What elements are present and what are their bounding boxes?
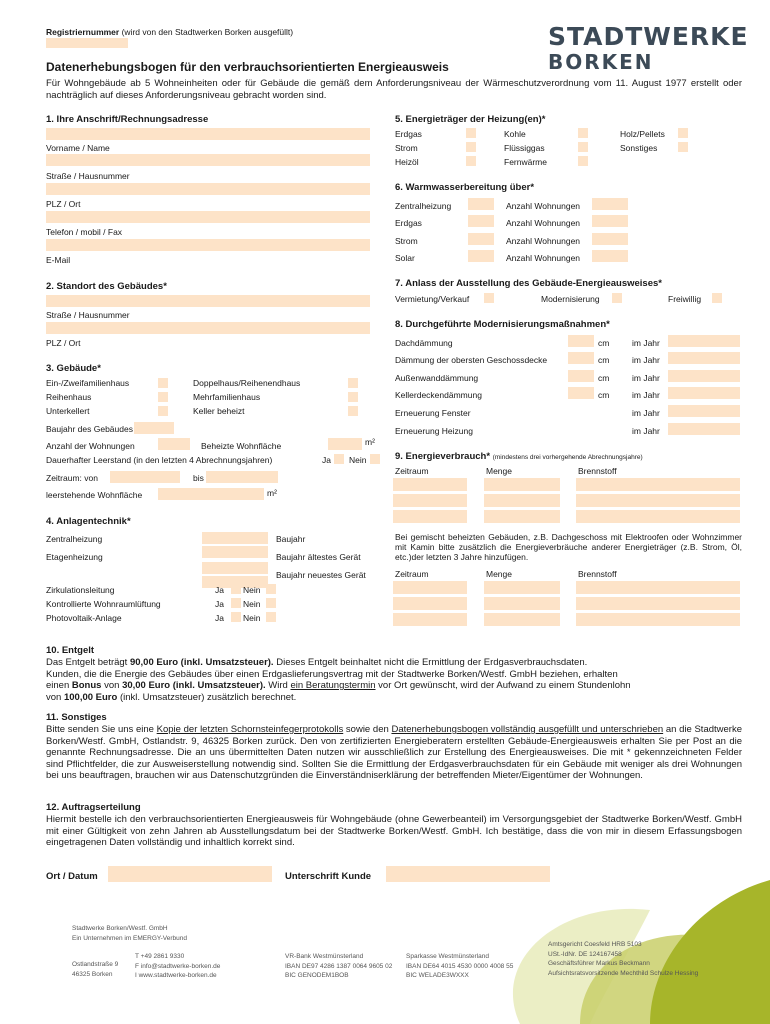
mod-dach-cm-field[interactable] bbox=[568, 335, 594, 347]
section-4-title: 4. Anlagentechnik* bbox=[46, 516, 131, 527]
ev-row1-zeitraum[interactable] bbox=[393, 478, 467, 491]
lueft-nein-checkbox[interactable] bbox=[266, 598, 276, 608]
zirk-nein: Nein bbox=[243, 585, 261, 595]
mod-aussenwand-jahr-field[interactable] bbox=[668, 370, 740, 382]
ww-strom: Strom bbox=[395, 236, 418, 246]
mod-fenster-jahr-field[interactable] bbox=[668, 405, 740, 417]
lueft-ja: Ja bbox=[215, 599, 224, 609]
anlass-freiwillig: Freiwillig bbox=[668, 294, 702, 304]
energy-kohle-checkbox[interactable] bbox=[578, 128, 588, 138]
mod-kellerdecke-jahr-field[interactable] bbox=[668, 387, 740, 399]
email-field[interactable] bbox=[46, 239, 370, 251]
footer-legal: Amtsgericht Coesfeld HRB 5103 USt.-IdNr. DE 124167458 Geschäftsführer Markus Beckmann Aufsichtsratsvorsitzende Mechthild Schulze Hessing bbox=[548, 941, 699, 977]
section-11-title: 11. Sonstiges bbox=[46, 712, 107, 723]
ev2-row3-brennstoff[interactable] bbox=[576, 613, 740, 626]
ev2-row3-menge[interactable] bbox=[484, 613, 560, 626]
anlass-modernisierung-checkbox[interactable] bbox=[612, 293, 622, 303]
section-10-title: 10. Entgelt bbox=[46, 645, 95, 656]
entgelt-text: Das Entgelt beträgt 90,00 Euro (inkl. Umsatzsteuer). Dieses Entgelt beinhaltet nicht die Ermittlung der Erdgasverbrauchsdaten. Kunden, die die Energie des Gebäudes über einen Erdgaslieferungsvertrag mit der Stadtwerke Borken/Westf. GmbH beziehen, erhalten einen Bonus von 30,00 Euro (inkl. Umsatzsteuer). Wird ein Beratungstermin vor Ort gewünscht, wird der Aufwand zu einem Stundenlohn von 100,00 Euro (inkl. Umsatzsteuer) zusätzlich berechnet. bbox=[46, 657, 631, 703]
footer-bank-sparkasse: Sparkasse Westmünsterland IBAN DE64 4015 4530 0000 4008 55 BIC WELADE3WXXX bbox=[406, 953, 514, 979]
ev-note: Bei gemischt beheizten Gebäuden, z.B. Dachgeschoss mit Elektroofen oder Wohnzimmer mit Kamin bitte zusätzlich die Energieverbräuche anderer Energieträger (z.B. Strom, Öl, etc.)der letzten 3 Jahre hinzufügen. bbox=[395, 532, 742, 562]
checkbox-mfh[interactable] bbox=[348, 392, 358, 402]
ev-row2-zeitraum[interactable] bbox=[393, 494, 467, 507]
mod-dach-cm: cm bbox=[598, 338, 610, 348]
pv-nein-checkbox[interactable] bbox=[266, 612, 276, 622]
ww-strom-checkbox[interactable] bbox=[468, 233, 494, 245]
ort-datum-field[interactable] bbox=[108, 866, 272, 882]
ev-row2-brennstoff[interactable] bbox=[576, 494, 740, 507]
zip-city-field[interactable] bbox=[46, 183, 370, 195]
zeitraum-von-label: Zeitraum: von bbox=[46, 473, 98, 483]
energy-fernwaerme: Fernwärme bbox=[504, 157, 547, 167]
ww-erdgas: Erdgas bbox=[395, 218, 422, 228]
section-12-title: 12. Auftragserteilung bbox=[46, 802, 141, 813]
name-field[interactable] bbox=[46, 128, 370, 140]
mod-aussenwand: Außenwanddämmung bbox=[395, 373, 479, 383]
mod-dach: Dachdämmung bbox=[395, 338, 453, 348]
anlass-freiwillig-checkbox[interactable] bbox=[712, 293, 722, 303]
ww-erdgas-checkbox[interactable] bbox=[468, 215, 494, 227]
type-rh: Reihenhaus bbox=[46, 392, 92, 402]
ww-strom-anzahl: Anzahl Wohnungen bbox=[506, 236, 581, 246]
name-label: Vorname / Name bbox=[46, 143, 110, 153]
registration-field[interactable] bbox=[46, 38, 128, 48]
zirk-ja: Ja bbox=[215, 585, 224, 595]
mod-aussenwand-cm: cm bbox=[598, 373, 610, 383]
checkbox-keller-beheizt[interactable] bbox=[348, 406, 358, 416]
type-unterkellert: Unterkellert bbox=[46, 406, 90, 416]
ev2-row3-zeitraum[interactable] bbox=[393, 613, 467, 626]
ort-datum-label: Ort / Datum bbox=[46, 871, 98, 882]
ww-zentral: Zentralheizung bbox=[395, 201, 452, 211]
zeitraum-von-field[interactable] bbox=[110, 471, 180, 483]
ev-row2-menge[interactable] bbox=[484, 494, 560, 507]
email-label: E-Mail bbox=[46, 255, 71, 265]
flaeche-field[interactable] bbox=[328, 438, 362, 450]
mod-heizung: Erneuerung Heizung bbox=[395, 426, 473, 436]
ww-erdgas-anzahl: Anzahl Wohnungen bbox=[506, 218, 581, 228]
energy-holz-checkbox[interactable] bbox=[678, 128, 688, 138]
ww-erdgas-anzahl-field[interactable] bbox=[592, 215, 628, 227]
ev2-col-zeitraum: Zeitraum bbox=[395, 569, 429, 579]
mod-heizung-jahr: im Jahr bbox=[632, 426, 660, 436]
energy-erdgas: Erdgas bbox=[395, 129, 422, 139]
ev-row1-brennstoff[interactable] bbox=[576, 478, 740, 491]
mod-geschossdecke-cm: cm bbox=[598, 355, 610, 365]
ww-solar: Solar bbox=[395, 253, 415, 263]
ev2-row2-menge[interactable] bbox=[484, 597, 560, 610]
ev-col-zeitraum: Zeitraum bbox=[395, 466, 429, 476]
zentral-field[interactable] bbox=[202, 532, 268, 544]
energy-fluessiggas: Flüssiggas bbox=[504, 143, 545, 153]
ev-row3-brennstoff[interactable] bbox=[576, 510, 740, 523]
flaeche-unit: m² bbox=[365, 437, 375, 447]
footer-contact: T +49 2861 9330 F info@stadtwerke-borken.de I www.stadtwerke-borken.de bbox=[135, 953, 221, 979]
footer-company: Stadtwerke Borken/Westf. GmbH Ein Unternehmen im EMERGY-Verbund bbox=[72, 925, 188, 942]
baujahr-label: Baujahr des Gebäudes bbox=[46, 424, 133, 434]
ev-row1-menge[interactable] bbox=[484, 478, 560, 491]
checkbox-rh[interactable] bbox=[158, 392, 168, 402]
mod-aussenwand-jahr: im Jahr bbox=[632, 373, 660, 383]
zentral-baujahr-label: Baujahr bbox=[276, 534, 306, 544]
mod-geschossdecke-cm-field[interactable] bbox=[568, 352, 594, 364]
checkbox-dh[interactable] bbox=[348, 378, 358, 388]
logo-stadtwerke: STADTWERKE bbox=[548, 22, 749, 51]
section-2-title: 2. Standort des Gebäudes* bbox=[46, 281, 167, 292]
zeitraum-bis-field[interactable] bbox=[206, 471, 278, 483]
section-9-title: 9. Energieverbrauch* (mindestens drei vorhergehende Abrechnungsjahre) bbox=[395, 451, 643, 462]
zirk-nein-checkbox[interactable] bbox=[266, 584, 276, 594]
energy-fluessiggas-checkbox[interactable] bbox=[578, 142, 588, 152]
ev2-col-brennstoff: Brennstoff bbox=[578, 569, 617, 579]
etagen-field[interactable] bbox=[202, 546, 268, 558]
street-field[interactable] bbox=[46, 154, 370, 166]
bis-label: bis bbox=[193, 473, 204, 483]
lueft-nein: Nein bbox=[243, 599, 261, 609]
mod-kellerdecke-cm: cm bbox=[598, 390, 610, 400]
energy-kohle: Kohle bbox=[504, 129, 526, 139]
ev2-row2-zeitraum[interactable] bbox=[393, 597, 467, 610]
ww-zentral-anzahl: Anzahl Wohnungen bbox=[506, 201, 581, 211]
site-zip-field[interactable] bbox=[46, 322, 370, 334]
lueft-ja-checkbox[interactable] bbox=[231, 598, 241, 608]
energy-strom-checkbox[interactable] bbox=[466, 142, 476, 152]
section-1-title: 1. Ihre Anschrift/Rechnungsadresse bbox=[46, 114, 209, 125]
mod-geschossdecke-jahr-field[interactable] bbox=[668, 352, 740, 364]
ev2-row2-brennstoff[interactable] bbox=[576, 597, 740, 610]
section-6-title: 6. Warmwasserbereitung über* bbox=[395, 182, 535, 193]
ww-strom-anzahl-field[interactable] bbox=[592, 233, 628, 245]
baujahr-alt-label: Baujahr ältestes Gerät bbox=[276, 552, 361, 562]
energy-heizoel: Heizöl bbox=[395, 157, 419, 167]
sonstiges-text: Bitte senden Sie uns eine Kopie der letzten Schornsteinfegerprotokolls sowie den Datenerhebungsbogen vollständig ausgefüllt und unterschrieben an die Stadtwerke Borken/Westf. GmbH, Ostlandstr. 9, 46325 Borken zurück. Den von zertifizierten Energieberatern erstellten Gebäude-Energieausweis erhalten Sie per Post an die genannte Rechnungsadresse. Die an uns übermittelten Daten nutzen wir ausschließlich zur Erstellung des Energieausweises. Die mit * gekennzeichneten Felder sind Pflichtfelder, die zur Ausweiserstellung notwendig sind. Sollten Sie die Ermittlung der Erdgasverbrauchsdaten für ein Gebäude mit weniger als drei Wohnungen bei uns beauftragen, brauchen wir aus Datenschutzgründen die Einverständniserklärung der betreffenden Mieter/Eigentümer der Wohnungen. bbox=[46, 724, 742, 781]
unterschrift-label: Unterschrift Kunde bbox=[285, 871, 372, 882]
type-mfh: Mehrfamilienhaus bbox=[193, 392, 261, 402]
zirk-label: Zirkulationsleitung bbox=[46, 585, 115, 595]
page-title: Datenerhebungsbogen für den verbrauchsorientierten Energieausweis bbox=[46, 60, 449, 74]
site-street-label: Straße / Hausnummer bbox=[46, 310, 130, 320]
anlass-vermietung-checkbox[interactable] bbox=[484, 293, 494, 303]
zentral-label: Zentralheizung bbox=[46, 534, 103, 544]
anlass-vermietung: Vermietung/Verkauf bbox=[395, 294, 470, 304]
section-3-title: 3. Gebäude* bbox=[46, 363, 101, 374]
energy-fernwaerme-checkbox[interactable] bbox=[578, 156, 588, 166]
energy-holz: Holz/Pellets bbox=[620, 129, 665, 139]
energy-sonstiges-checkbox[interactable] bbox=[678, 142, 688, 152]
ev2-row1-menge[interactable] bbox=[484, 581, 560, 594]
leerstand-label: Dauerhafter Leerstand (in den letzten 4 Abrechnungsjahren) bbox=[46, 455, 273, 465]
type-dh: Doppelhaus/Reihenendhaus bbox=[193, 378, 301, 388]
leerstand-ja: Ja bbox=[322, 455, 331, 465]
section-7-title: 7. Anlass der Ausstellung des Gebäude-Energieausweises* bbox=[395, 278, 662, 289]
footer-bank-vr: VR-Bank Westmünsterland IBAN DE97 4286 1387 0064 9605 02 BIC GENODEM1BOB bbox=[285, 953, 393, 979]
energy-erdgas-checkbox[interactable] bbox=[466, 128, 476, 138]
anlass-modernisierung: Modernisierung bbox=[541, 294, 600, 304]
pv-ja: Ja bbox=[215, 613, 224, 623]
ww-solar-anzahl: Anzahl Wohnungen bbox=[506, 253, 581, 263]
ev2-row1-zeitraum[interactable] bbox=[393, 581, 467, 594]
ev2-col-menge: Menge bbox=[486, 569, 512, 579]
leerstand-nein-checkbox[interactable] bbox=[370, 454, 380, 464]
lueft-label: Kontrollierte Wohnraumlüftung bbox=[46, 599, 161, 609]
ev-row3-zeitraum[interactable] bbox=[393, 510, 467, 523]
site-zip-label: PLZ / Ort bbox=[46, 338, 81, 348]
checkbox-ezfh[interactable] bbox=[158, 378, 168, 388]
phone-label: Telefon / mobil / Fax bbox=[46, 227, 123, 237]
phone-field[interactable] bbox=[46, 211, 370, 223]
wohnungen-label: Anzahl der Wohnungen bbox=[46, 441, 135, 451]
pv-ja-checkbox[interactable] bbox=[231, 612, 241, 622]
leer-flaeche-label: leerstehende Wohnfläche bbox=[46, 490, 143, 500]
ev-row3-menge[interactable] bbox=[484, 510, 560, 523]
baujahr-field[interactable] bbox=[134, 422, 174, 434]
auftrag-text: Hiermit bestelle ich den verbrauchsorientierten Energieausweis für Wohngebäude (ohne Gewerbeanteil) im Versorgungsgebiet der Stadtwerke Borken/Westf. GmbH mit einer Gültigkeit von zehn Jahren ab Ausstellungsdatum bei der Stadtwerke Borken/Westf. GmbH. Ich bestätige, dass die von mir in diesem Erfassungsbogen eingetragenen Daten vollständig und inhaltlich korrekt sind. bbox=[46, 814, 742, 848]
ww-zentral-anzahl-field[interactable] bbox=[592, 198, 628, 210]
mod-dach-jahr: im Jahr bbox=[632, 338, 660, 348]
mod-kellerdecke: Kellerdeckendämmung bbox=[395, 390, 482, 400]
leer-flaeche-field[interactable] bbox=[158, 488, 264, 500]
mod-heizung-jahr-field[interactable] bbox=[668, 423, 740, 435]
ww-solar-anzahl-field[interactable] bbox=[592, 250, 628, 262]
zirk-ja-checkbox[interactable] bbox=[231, 584, 241, 594]
etagen-label: Etagenheizung bbox=[46, 552, 103, 562]
mod-fenster-jahr: im Jahr bbox=[632, 408, 660, 418]
ev-col-menge: Menge bbox=[486, 466, 512, 476]
mod-geschossdecke: Dämmung der obersten Geschossdecke bbox=[395, 355, 548, 365]
wohnungen-field[interactable] bbox=[158, 438, 190, 450]
section-5-title: 5. Energieträger der Heizung(en)* bbox=[395, 114, 546, 125]
logo-borken: BORKEN bbox=[548, 50, 654, 74]
site-street-field[interactable] bbox=[46, 295, 370, 307]
leerstand-ja-checkbox[interactable] bbox=[334, 454, 344, 464]
checkbox-unterkellert[interactable] bbox=[158, 406, 168, 416]
leer-flaeche-unit: m² bbox=[267, 488, 277, 498]
ev-col-brennstoff: Brennstoff bbox=[578, 466, 617, 476]
ww-solar-checkbox[interactable] bbox=[468, 250, 494, 262]
pv-nein: Nein bbox=[243, 613, 261, 623]
leerstand-nein: Nein bbox=[349, 455, 367, 465]
section-8-title: 8. Durchgeführte Modernisierungsmaßnahmen* bbox=[395, 319, 610, 330]
intro-text: Für Wohngebäude ab 5 Wohneinheiten oder für Gebäude die gemäß dem Anforderungsniveau der Wärmeschutzverordnung vom 11. August 1977 erstellt oder nachträglich auf dieses Anforderungsniveau gebracht worden sind. bbox=[46, 78, 742, 101]
mod-aussenwand-cm-field[interactable] bbox=[568, 370, 594, 382]
pv-label: Photovoltaik-Anlage bbox=[46, 613, 122, 623]
etagen-field-2[interactable] bbox=[202, 562, 268, 574]
flaeche-label: Beheizte Wohnfläche bbox=[201, 441, 282, 451]
mod-geschossdecke-jahr: im Jahr bbox=[632, 355, 660, 365]
zip-city-label: PLZ / Ort bbox=[46, 199, 81, 209]
registration-label: Registriernummer (wird von den Stadtwerken Borken ausgefüllt) bbox=[46, 27, 294, 37]
type-keller-beheizt: Keller beheizt bbox=[193, 406, 245, 416]
ev2-row1-brennstoff[interactable] bbox=[576, 581, 740, 594]
energy-heizoel-checkbox[interactable] bbox=[466, 156, 476, 166]
mod-fenster: Erneuerung Fenster bbox=[395, 408, 471, 418]
mod-kellerdecke-cm-field[interactable] bbox=[568, 387, 594, 399]
mod-dach-jahr-field[interactable] bbox=[668, 335, 740, 347]
baujahr-neu-label: Baujahr neuestes Gerät bbox=[276, 570, 366, 580]
energy-strom: Strom bbox=[395, 143, 418, 153]
type-ezfh: Ein-/Zweifamilienhaus bbox=[46, 378, 130, 388]
mod-kellerdecke-jahr: im Jahr bbox=[632, 390, 660, 400]
ww-zentral-checkbox[interactable] bbox=[468, 198, 494, 210]
footer-address: Ostlandstraße 9 46325 Borken bbox=[72, 961, 119, 978]
street-label: Straße / Hausnummer bbox=[46, 171, 130, 181]
energy-sonstiges: Sonstiges bbox=[620, 143, 658, 153]
